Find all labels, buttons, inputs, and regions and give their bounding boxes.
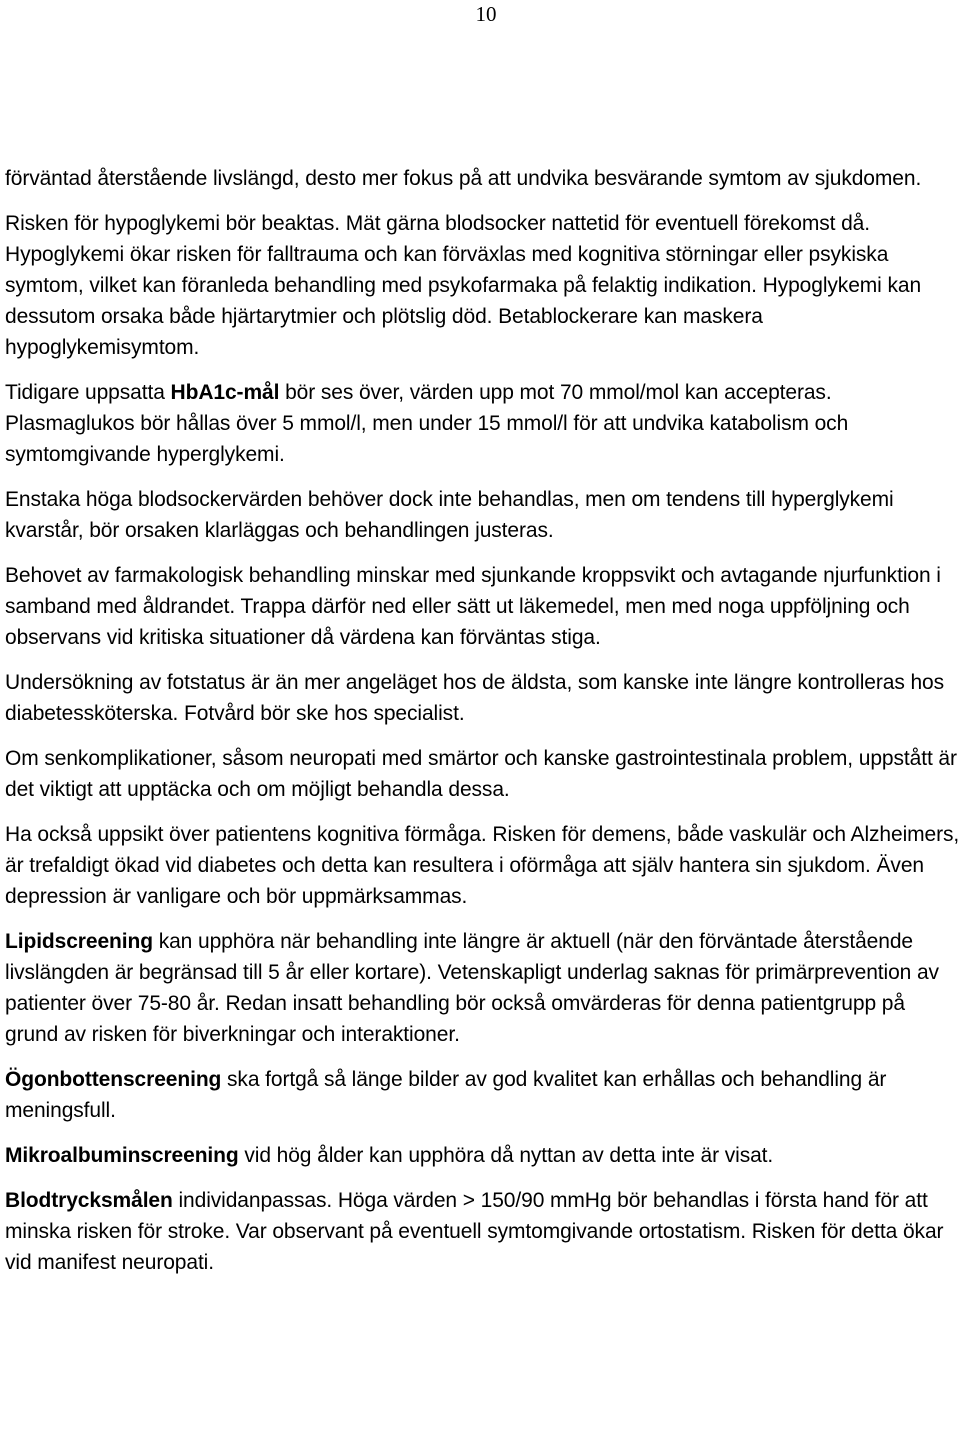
bold-term: Blodtrycksmålen	[5, 1189, 173, 1212]
paragraph	[5, 1140, 960, 1171]
paragraph-text: kan upphöra när behandling inte längre är aktuell (när den förväntade återstående livslängden är begränsad till 5 år eller kortare). Vetenskapligt underlag saknas för primärprevention av patienter över 75-80 år. Redan insatt behandling bör också omvärderas för denna patientgrupp på grund av risken för biverkningar och interaktioner.	[5, 930, 939, 1046]
paragraph	[5, 377, 960, 470]
paragraph-text: individanpassas. Höga värden > 150/90 mmHg bör behandlas i första hand för att minska risken för stroke. Var observant på eventuell symtomgivande ortostatism. Risken för detta ökar vid manifest neuropati.	[5, 1189, 944, 1274]
paragraph	[5, 743, 960, 805]
paragraph-text: bör ses över, värden upp mot 70 mmol/mol kan accepteras. Plasmaglukos bör hållas över 5 mmol/l, men under 15 mmol/l för att undvika katabolism och symtomgivande hyperglykemi.	[5, 381, 849, 466]
paragraph	[5, 208, 960, 363]
paragraph	[5, 926, 960, 1050]
paragraph	[5, 1064, 960, 1126]
bold-term: Ögonbottenscreening	[5, 1068, 222, 1091]
paragraph-text: Enstaka höga blodsockervärden behöver dock inte behandlas, men om tendens till hyperglykemi kvarstår, bör orsaken klarläggas och behandlingen justeras.	[5, 488, 894, 542]
paragraph	[5, 560, 960, 653]
paragraph-text: Om senkomplikationer, såsom neuropati med smärtor och kanske gastrointestinala problem, uppstått är det viktigt att upptäcka och om möjligt behandla dessa.	[5, 747, 957, 801]
paragraph-text: förväntad återstående livslängd, desto mer fokus på att undvika besvärande symtom av sjukdomen.	[5, 167, 922, 190]
paragraph	[5, 819, 960, 912]
paragraph	[5, 484, 960, 546]
paragraph-text: Ha också uppsikt över patientens kognitiva förmåga. Risken för demens, både vaskulär och Alzheimers, är trefaldigt ökad vid diabetes och detta kan resultera i oförmåga att själv hantera sin sjukdom. Även depression är vanligare och bör uppmärksammas.	[5, 823, 960, 908]
paragraph-text: Risken för hypoglykemi bör beaktas. Mät gärna blodsocker nattetid för eventuell förekomst då. Hypoglykemi ökar risken för falltrauma och kan förväxlas med kognitiva störningar eller psykiska symtom, vilket kan föranleda behandling med psykofarmaka på felaktig indikation. Hypoglykemi kan dessutom orsaka både hjärtarytmier och plötslig död. Betablockerare kan maskera hypoglykemisymtom.	[5, 212, 922, 359]
paragraph	[5, 163, 960, 194]
bold-term: HbA1c-mål	[170, 381, 280, 404]
page-number: 10	[475, 2, 497, 26]
paragraph-text: Behovet av farmakologisk behandling minskar med sjunkande kroppsvikt och avtagande njurfunktion i samband med åldrandet. Trappa därför ned eller sätt ut läkemedel, men med noga uppföljning och observans vid kritiska situationer då värdena kan förväntas stiga.	[5, 564, 941, 649]
bold-term: Lipidscreening	[5, 930, 153, 953]
paragraph-text: vid hög ålder kan upphöra då nyttan av detta inte är visat.	[238, 1144, 774, 1167]
paragraph-text: ska fortgå så länge bilder av god kvalitet kan erhållas och behandling är meningsfull.	[5, 1068, 887, 1122]
paragraph-text: Tidigare uppsatta	[5, 381, 171, 404]
bold-term: Mikroalbuminscreening	[5, 1144, 239, 1167]
paragraph	[5, 1185, 960, 1278]
paragraph-text: Undersökning av fotstatus är än mer angeläget hos de äldsta, som kanske inte längre kontrolleras hos diabetessköterska. Fotvård bör ske hos specialist.	[5, 671, 945, 725]
document-body	[5, 163, 960, 1278]
paragraph	[5, 667, 960, 729]
